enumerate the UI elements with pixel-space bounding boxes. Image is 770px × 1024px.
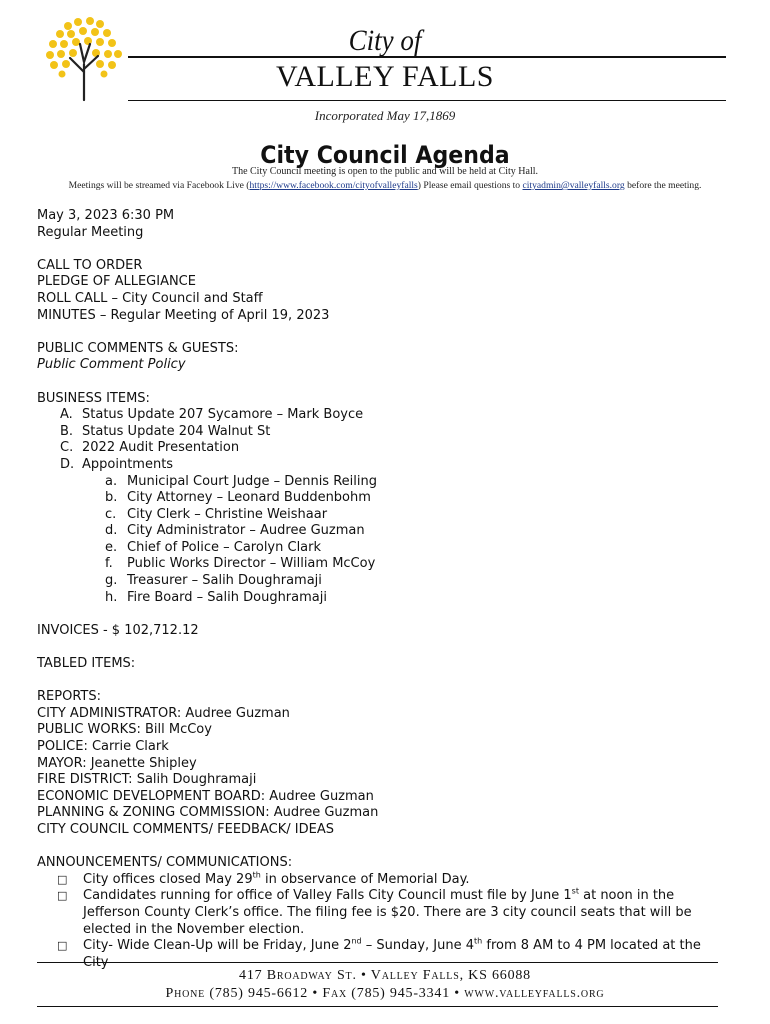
announcement-item [37,888,737,938]
report-line: CITY COUNCIL COMMENTS/ FEEDBACK/ IDEAS [37,821,334,837]
header-rule-top [128,56,726,58]
appointment-item [37,590,737,607]
report-line: CITY ADMINISTRATOR: Audree Guzman [37,705,290,721]
reports-heading: REPORTS: [37,689,101,705]
item-marker: e. [105,539,118,555]
checkbox-bullet-icon: □ [57,872,68,886]
report-line: FIRE DISTRICT: Salih Doughramaji [37,772,257,788]
appointment-item [37,507,737,524]
appointment-item [37,523,737,540]
tabled-items: TABLED ITEMS: [37,656,136,672]
stream-note-post: before the meeting. [624,180,702,191]
meeting-date: May 3, 2023 6:30 PM [37,208,175,223]
city-of-heading: City of [348,24,422,57]
item-text: Status Update 207 Sycamore – Mark Boyce [82,407,364,423]
item-marker: a. [105,473,118,489]
agenda-note-stream [0,180,770,191]
ann-text: City offices closed May 29 [83,871,253,887]
item-text: 2022 Audit Presentation [82,440,240,456]
email-link[interactable]: cityadmin@valleyfalls.org [522,180,625,191]
ann-text: at noon in the Jefferson County Clerk’s office. The filing fee is $20. There are 3 city council seats that will be elected in the November election. [83,888,692,937]
business-item [37,457,737,474]
item-marker: g. [105,573,118,589]
item-text: Fire Board – Salih Doughramaji [127,589,327,605]
appointment-item [37,573,737,590]
item-text: City Administrator – Audree Guzman [127,523,365,539]
business-item [37,440,737,457]
public-comment-policy: Public Comment Policy [37,357,186,373]
report-line: PUBLIC WORKS: Bill McCoy [37,722,212,738]
ann-sup: th [474,936,483,946]
report-line: ECONOMIC DEVELOPMENT BOARD: Audree Guzman [37,788,374,804]
item-text: Chief of Police – Carolyn Clark [127,539,322,555]
report-line: MAYOR: Jeanette Shipley [37,755,197,771]
ann-sup: nd [351,936,362,946]
business-item [37,407,737,424]
footer-contact: Phone (785) 945-6612 • Fax (785) 945-3341 • www.valleyfalls.org [165,986,605,1001]
report-line: PLANNING & ZONING COMMISSION: Audree Guzman [37,805,379,821]
incorporated-date: Incorporated May 17,1869 [314,108,456,123]
checkbox-bullet-icon: □ [57,939,68,953]
footer-rule-top [37,962,718,963]
item-text: Treasurer – Salih Doughramaji [127,573,322,589]
item-text: Public Works Director – William McCoy [127,556,376,572]
stream-note-pre: Meetings will be streamed via Facebook Live ( [68,180,250,191]
business-item [37,424,737,441]
ann-text: from 8 AM to 4 PM located at the City [83,938,701,970]
item-marker: b. [105,490,118,506]
business-heading: BUSINESS ITEMS: [37,390,150,406]
ann-sup: st [571,887,579,897]
ann-text: City- Wide Clean-Up will be Friday, June 2 [83,938,352,954]
announcement-item [37,872,737,889]
stream-note-mid: ) Please email questions to [417,180,523,191]
pledge: PLEDGE OF ALLEGIANCE [37,274,196,290]
item-text: Status Update 204 Walnut St [82,423,271,439]
item-marker: h. [105,589,118,605]
announcements-heading: ANNOUNCEMENTS/ COMMUNICATIONS: [37,855,293,871]
item-text: Appointments [82,456,174,472]
roll-call: ROLL CALL – City Council and Staff [37,290,263,306]
city-name-heading: VALLEY FALLS [276,60,494,93]
announcement-item [37,938,737,971]
ann-text: Candidates running for office of Valley Falls City Council must file by June 1 [83,888,572,904]
ann-text: in observance of Memorial Day. [260,871,470,887]
item-text: City Clerk – Christine Weishaar [127,506,328,522]
agenda-note-public: The City Council meeting is open to the public and will be held at City Hall. [231,166,539,177]
item-marker: d. [105,523,118,539]
item-marker: C. [60,440,74,456]
call-to-order: CALL TO ORDER [37,257,143,273]
facebook-link[interactable]: https://www.facebook.com/cityofvalleyfalls [249,180,418,191]
item-marker: f. [105,556,113,572]
item-text: Municipal Court Judge – Dennis Reiling [127,473,377,489]
invoices: INVOICES - $ 102,712.12 [37,622,199,638]
meeting-type: Regular Meeting [37,224,144,240]
agenda-title: City Council Agenda [260,141,510,169]
item-text: City Attorney – Leonard Buddenbohm [127,490,371,506]
item-marker: c. [105,506,117,522]
footer-address: 417 Broadway St. • Valley Falls, KS 66088 [239,968,531,983]
report-line: POLICE: Carrie Clark [37,739,169,754]
appointment-item [37,556,737,573]
item-marker: D. [60,456,75,472]
checkbox-bullet-icon: □ [57,889,68,903]
public-comments-heading: PUBLIC COMMENTS & GUESTS: [37,340,239,356]
appointment-item [37,490,737,507]
header-rule-bottom [128,100,726,101]
item-marker: A. [60,407,73,423]
ann-text: – Sunday, June 4 [361,938,475,954]
footer-rule-bottom [37,1006,718,1007]
appointment-item [37,540,737,557]
minutes: MINUTES – Regular Meeting of April 19, 2023 [37,307,330,323]
appointment-item [37,474,737,491]
item-marker: B. [60,423,74,439]
agenda-body [37,208,737,971]
ann-sup: th [252,870,261,880]
